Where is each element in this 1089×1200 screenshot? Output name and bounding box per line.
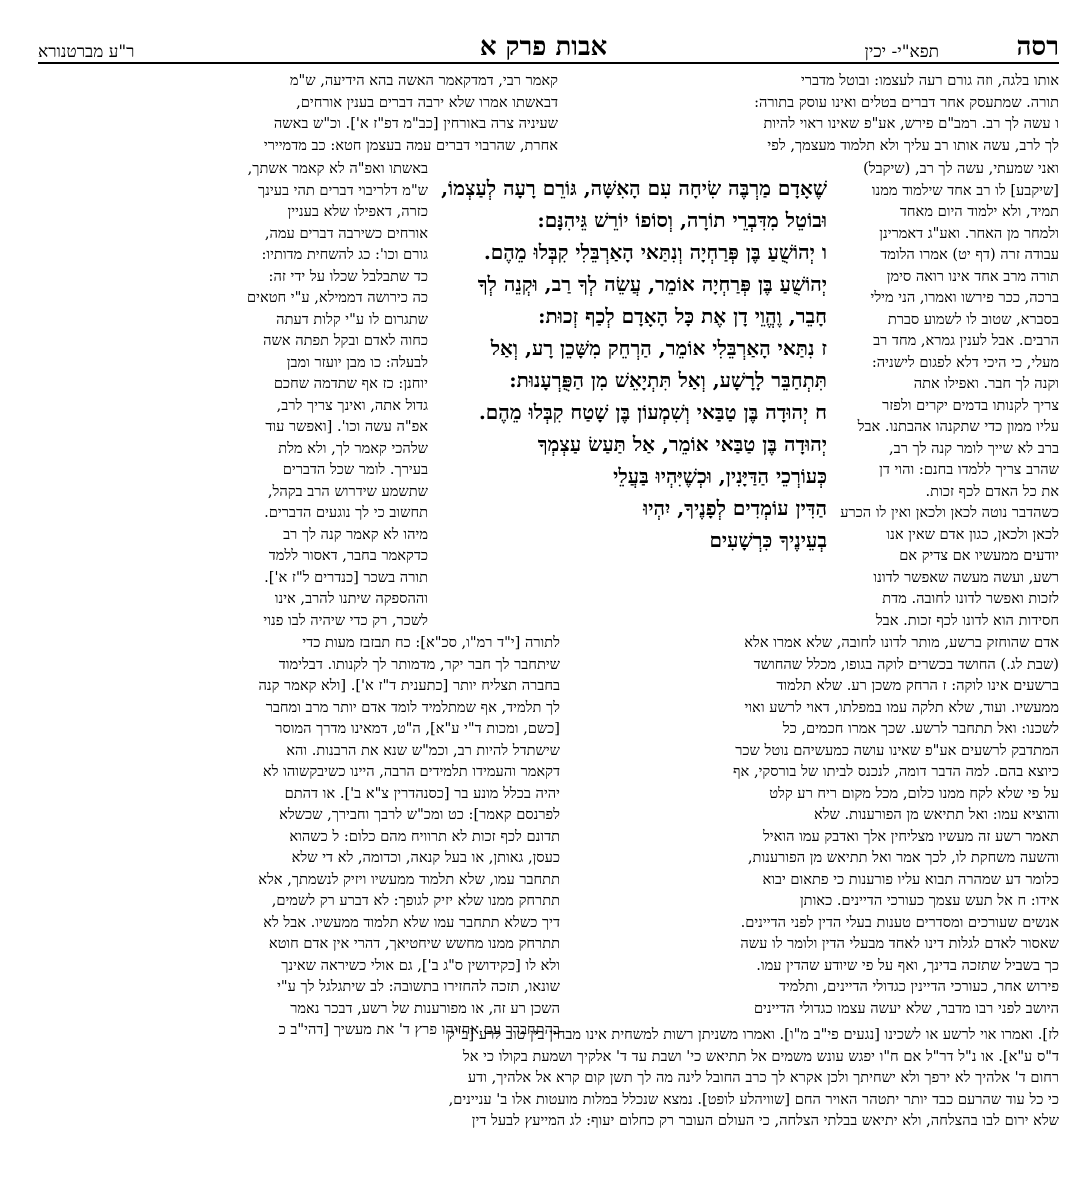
text-line: ברשעים אינו לוקה: ז הרחק משכן רע. שלא תלמוד [776, 677, 1059, 694]
text-line: תמיד, ולא ילמוד היום מאחד [899, 203, 1059, 220]
text-line: תורה בשכר [כנדרים ל"ז א']. [264, 568, 428, 586]
text-line: חסידות הוא לדונו לכף זכות. אבל [875, 611, 1059, 629]
text-line: לשכנו: ואל תתחבר לרשע. שכך אמרו חכמים, כל [782, 720, 1059, 737]
text-line: תורה. שמתעסק אחר דברים בטלים ואינו עוסק בתורה: [754, 93, 1059, 111]
text-line: ואני שמעתי, עשה לך רב, (שיקבל) [863, 160, 1059, 177]
text-line: לכאן ולכאן, כגון אדם שאין אנו [886, 525, 1059, 543]
text-line: עבודה זרה (דף יט) אמרו הלומד [880, 246, 1059, 263]
text-line: גורם וכו': כג להשחית מדותיו: [261, 246, 428, 263]
text-line: וקנה לך חבר. ואפילו אתה [913, 375, 1059, 392]
text-line: כחוה לאדם ובקל תפתה אשה [263, 332, 428, 349]
text-line: לז]. ואמרו אוי לרשע או לשכינו [נגעים פי"ב מ"ו]. ואמרו משניתן רשות למשחית אינו מבחין בין טוב לרע [ב"ק [447, 1026, 1059, 1043]
text-line: שתגרום לו ע"י קלות דעתה [276, 310, 428, 328]
text-line: אורחים כשירבה דברים עמה, [264, 224, 428, 242]
text-line: לבעלה: כו מבן יועזר ומבן [286, 353, 428, 371]
text-line: תדונם לכף זכות לא תרוויח מהם כלום: ל כשהוא [289, 827, 560, 845]
text-line: צריך לקנותו בדמים יקרים ולפזר [882, 396, 1059, 414]
text-line: כשהדבר נוטה לכאן ולכאן ואין לו הכרע [840, 504, 1059, 521]
yachin-bottom [38, 632, 560, 1041]
mishnah-line: וּבוֹטֵל מִדִּבְרֵי תוֹרָה, וְסוֹפוֹ יוֹרֵשׁ גֵּיהִנָּם: [537, 208, 827, 232]
text-line: יוחנן: כז אף שתדמה שחכם [273, 375, 428, 392]
text-line: שלא ירום לבו בהצלחה, ולא יתיאש בבלתי הצלחה, כי העולם העובר רק כחלום יעוף: לג המייעץ לבעל דין [471, 1112, 1059, 1129]
text-line: יהיה בכלל מונע בר [כסנהדרין צ"א ב']. או דהתם [284, 784, 560, 802]
mishnah-line: שֶׁאָדָם מַרְבֶּה שִׂיחָה עִם הָאִשָּׁה, גּוֹרֵם רָעָה לְעַצְמוֹ, [441, 176, 827, 200]
text-line: כך בשביל שתזכה בדינך, ואף על פי שיודע שהדין עמו. [756, 956, 1059, 974]
text-line: תחשוב כי לך נוגעים הדברים. [264, 504, 428, 521]
text-line: ממעשיו. ועוד, שלא תלקה עמו במפלתו, דאוי לרשע ואוי [744, 698, 1059, 716]
text-line: השכן רע זה, או מפורענות של רשע, דבכר נאמר [290, 999, 560, 1017]
text-line: בהתחברך עם אחזיהו פרץ ד' את מעשיך [דהי"ב כ [278, 1021, 560, 1038]
text-line: כה כירושה דממילא, ע"י חטאים [247, 289, 428, 306]
mishnah-line: בְעֵינֶיךָ כִּרְשָׁעִים [709, 528, 827, 552]
text-line: הרבים. אבל לענין גמרא, מחד רב [873, 332, 1059, 349]
page-number: רסה [1016, 32, 1059, 62]
text-line: ברב לא שייך לומר קנה לך רב, [889, 439, 1059, 457]
text-line: באשתו ואפ"ה לא קאמר אשתך, [247, 160, 428, 177]
text-line: [שיקבע] לו רב אחד שילמוד ממנו [871, 181, 1059, 199]
text-line: תורה מרב אחד אינו רואה סימן [886, 267, 1059, 285]
text-line: כדקאמר בחבר, דאסור ללמד [268, 547, 428, 564]
text-line: והשעה משחקת לו, לכך אמר ואל תתיאש מן הפורענות, [747, 849, 1059, 866]
text-line: לפרנסם קאמר]: כט ומכ"ש לרבך וחבירך, שכשלא [279, 806, 560, 823]
text-line: שהרב צריך ללמדו בחנם: והוי דן [879, 461, 1059, 478]
text-line: כעסן, גאותן, או בעל קנאה, וכדומה, לא די שלא [291, 849, 560, 866]
text-line: והוציא עמו: ואל תתיאש מן הפורענות. שלא [813, 806, 1059, 823]
text-line: שעיניה צרה באורחין [כב"מ דפ"ז א']. וכ"ש באשה [273, 115, 558, 132]
text-line: בסברא, שטוב לו לשמוע סברת [887, 310, 1059, 328]
mishnah-line: יְהוּדָה בֶּן טַבַּאי אוֹמֵר, אַל תַּעַשׂ עַצְמְךָ [537, 432, 827, 456]
bartenura-top [724, 70, 1059, 156]
text-line: ש"מ דלריבוי דברים תהי בעינך [258, 181, 428, 199]
mishnah-line: ו יְהוֹשֻׁעַ בֶּן פְּרַחְיָה וְנִתַּאי הָאַרְבֵּלִי קִבְּלוּ מֵהֶם. [483, 240, 827, 264]
text-line: עליו ממון כדי שתקנהו אהבתנו. אבל [857, 418, 1059, 435]
header-parenthetical: תפא"י- יכין [864, 42, 939, 62]
mishnah-line: תִּתְחַבֵּר לָרָשָׁע, וְאַל תִּתְיָאֵשׁ מִן הַפֻּרְעָנוּת: [509, 368, 827, 392]
text-line: יודעים ממעשיו אם צדיק אם [899, 547, 1059, 564]
page-header [38, 30, 1059, 64]
text-line: גדול אתה, ואינך צריך לרב, [276, 396, 428, 414]
commentary-title: ר"ע מברטנורא [38, 42, 135, 62]
mishnah-line: חָבֵר, וֶהֱוֵי דָן אֶת כָּל הָאָדָם לְכַף זְכוּת: [538, 304, 827, 328]
text-line: על פי שלא לקח ממנו כלום, מכל מקום ריח רע קלט [769, 784, 1059, 802]
mishnah-text [441, 172, 827, 556]
text-line: רשע, ועשה מעשה שאפשר לדונו [873, 568, 1059, 586]
text-line: אותו בלגה, וזה גורם רעה לעצמו: ובוטל מדברי [800, 72, 1059, 89]
text-line: בחברה תצליח יותר [כתענית ד"ז א']. [ולא קאמר קנה [258, 677, 560, 694]
text-line: שלהכי קאמר לך, ולא מלת [278, 439, 428, 457]
text-line: תתחבר עמו, שלא תלמוד ממעשיו ויזיק לנשמתך, אלא [258, 870, 560, 888]
yachin-top [208, 70, 558, 156]
text-line: לשכר, רק כדי שיהיה לבו פנוי [263, 611, 428, 629]
text-line: דבאשתו אמרו שלא ירבה דברים בענין אורחים, [296, 93, 558, 111]
text-line: שונאו, תזכה להחזירו בתשובה: לב שיתגלגל לך ע"י [277, 978, 560, 995]
mishnah-line: יְהוֹשֻׁעַ בֶּן פְּרַחְיָה אוֹמֵר, עֲשֵׂה לְךָ רַב, וּקְנֵה לְךָ [477, 272, 827, 296]
text-line: קאמר רבי, דמדקאמר האשה בהא הידיעה, ש"מ [289, 72, 558, 89]
text-line: ד"ס ע"א]. או נ"ל דר"ל אם ח"ו יפגש עונש משמים אל תתיאש כי' ושבת עד ד' אלקיך ושמעת בקולו כי אל [462, 1047, 1059, 1065]
text-line: ולא לו [כקידושין ס"ג ב'], גם אולי כשיראה שאינך [281, 956, 560, 974]
text-line: (שבת לג.) החושד בכשרים לוקה בגופו, מכלל שהחושד [753, 655, 1059, 673]
text-line: אחרת, שהרבוי דברים עמה בעצמן חטא: כב מדמיירי [263, 136, 558, 154]
text-line: ברכה, ככר פירשו ואמרו, הני מילי [870, 289, 1059, 306]
text-line: אנשים שעורכים ומסדרים טענות בעלי הדין לפני הדיינים. [740, 913, 1059, 931]
text-line: כזרה, דאפילו שלא בעניין [287, 203, 428, 220]
mishnah-line: ז נִתַּאי הָאַרְבֵּלִי אוֹמֵר, הַרְחֵק מִשָּׁכֵן רָע, וְאַל [490, 336, 827, 360]
yachin-column [220, 158, 428, 631]
text-line: שישתדל להיות רב, וכמ"ש שנא את הרבנות. והא [286, 741, 560, 759]
text-line: תתרחק ממנו שלא יזיק לגופך: לא דברע רק לשמים, [271, 892, 560, 909]
text-line: דקאמר והעמידו תלמידים הרבה, היינו כשיבקשוהו לא [262, 763, 560, 780]
text-line: כד שתבלבל שכלו על ידי זה: [268, 267, 428, 285]
mishnah-line: הַדִּין עוֹמְדִים לְפָנֶיךָ, יִהְיוּ [643, 496, 827, 520]
text-line: פירוש אחר, כעורכי הדיינין כגדולי הדיינים, ותלמיד [778, 978, 1059, 995]
text-line: וההספקה שיתנו להרב, אינו [274, 590, 428, 607]
text-line: תאמר רשע זה מעשיו מצליחין אלך ואדבק עמו הואיל [762, 827, 1059, 845]
text-line: [כשם, ומכות ד"י ע"א], ה"ט, דמאינו מדרך המוסר [275, 720, 560, 737]
page-title: אבות פרק א [479, 32, 608, 62]
text-line: לך לרב, עשה אותו רב עליך ולא תלמוד מעצמך, לפי [767, 136, 1059, 154]
bartenura-bottom [569, 632, 1059, 1019]
text-line: את כל האדם לכף זכות. [925, 482, 1059, 500]
mishnah-line: ח יְהוּדָה בֶּן טַבַּאי וְשִׁמְעוֹן בֶּן שָׁטַח קִבְּלוּ מֵהֶם. [478, 400, 827, 424]
text-line: מיהו לא קאמר קנה לך רב [283, 525, 428, 543]
text-line: בעירך. לומר שכל הדברים [282, 461, 428, 478]
text-line: שיתחבר לך חבר יקר, מדמותר לך לקנותו. דבלימוד [278, 655, 560, 673]
text-line: דיך כשלא תתחבר עמו שלא תלמוד ממעשיו. אבל לא [263, 913, 560, 931]
text-line: מעלי, כי היכי דלא לפגום לישניה: [871, 353, 1059, 371]
text-line: היושב לפני רבו מדבר, שלא יעשה עצמו כגדולי הדיינים [753, 999, 1059, 1017]
text-line: אפ"ה עשה וכו'. [ואפשר עוד [265, 418, 428, 435]
text-line: כיוצא בהם. למה הדבר דומה, לנכנס לביתו של בורסקי, אף [732, 763, 1059, 780]
text-line: לזכות ואפשר לדונו לחובה. מדת [882, 590, 1059, 607]
text-line: אדם שהוחזק ברשע, מותר לדונו לחובה, שלא אמרו אלא [744, 634, 1059, 651]
text-line: ו עשה לך רב. רמב"ם פירש, אע"פ שאינו ראוי להיות [763, 115, 1059, 132]
text-line: לתורה [י"ד רמ"ו, סכ"א]: כח תבזבז מעות כדי [302, 634, 560, 651]
text-line: תתרחק ממנו מחשש שיחטיאך, דהרי אין אדם חוטא [268, 935, 560, 952]
text-line: שתשמע שידרוש הרב בקהל, [267, 482, 428, 500]
text-line: רחום ד' אלהיך לא ירפך ולא ישחיתך ולכן אקרא לך כרב החובל לינה מה לך תשן קום קרא אל אלהיך, ודע [467, 1069, 1059, 1086]
text-line: שאסור לאדם לגלות דינו לאחד מבעלי הדין ולומר לו עשה [740, 935, 1059, 952]
text-line: ולמחר מן האחר. ואע"ג דאמרינן [879, 224, 1059, 242]
yachin-footer [38, 1024, 1059, 1132]
mishnah-line: כְּעוֹרְכֵי הַדַּיָּנִין, וּכְשֶׁיִּהְיוּ בַּעֲלֵי [613, 464, 827, 488]
bartenura-column [839, 158, 1059, 631]
text-line: כי כל עוד שהרעם כבד יותר יתטהר האויר החם [שוויהלע לופט]. נמצא שנכלל במלות מועטות אלו ב' עניינים, [448, 1090, 1059, 1108]
text-line: כלומר דע שמהרה תבוא עליו פורענות כי פתאום יבוא [762, 870, 1059, 888]
text-line: לך תלמיד, אף שמתלמיד לומד אדם יותר מרב ומחבר [265, 698, 560, 716]
text-line: המתדבק לרשעים אע"פ שאינו עושה כמעשיהם נוטל שכר [735, 741, 1059, 759]
text-line: אידו: ח אל תעש עצמך כעורכי הדיינים. כאותן [799, 892, 1059, 909]
